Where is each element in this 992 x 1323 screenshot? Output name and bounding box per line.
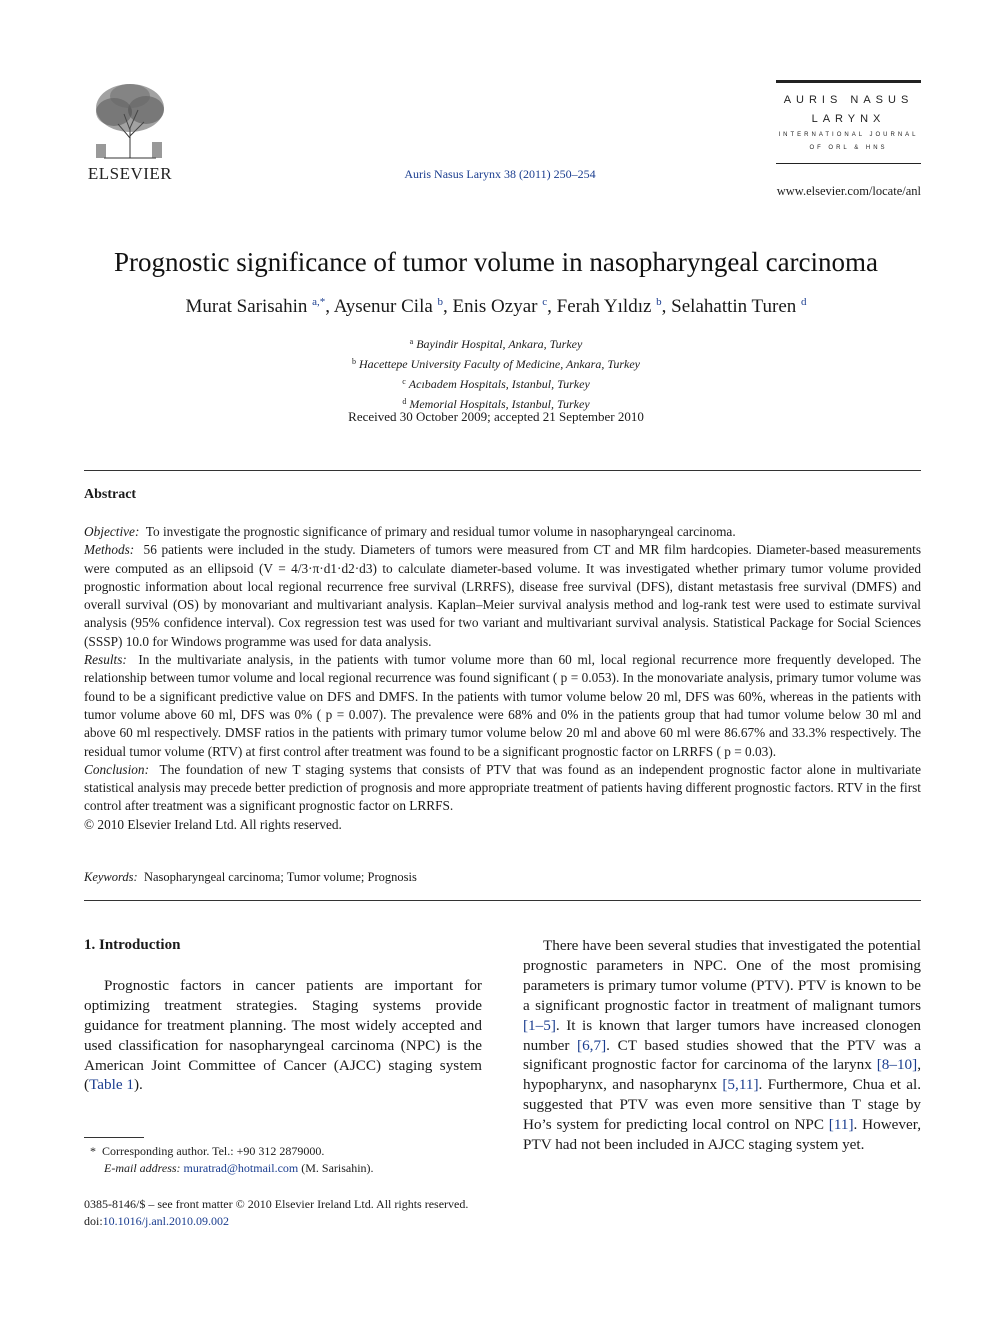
author-separator: , (443, 296, 453, 317)
footnote (84, 1143, 482, 1177)
body-text: . It is known that larger tumors have increased clonogen number (523, 1016, 921, 1054)
abstract-label: Methods: (84, 542, 135, 558)
email-line (84, 1160, 482, 1177)
doi-link[interactable]: 10.1016/j.anl.2010.09.002 (102, 1214, 229, 1228)
body-text: . CT based studies showed that the PTV was a significant prognostic factor for carcinoma of the larynx (523, 1036, 921, 1074)
keywords (84, 870, 921, 885)
body-text: ). (133, 1076, 143, 1094)
elsevier-logo (84, 78, 176, 184)
citation-link[interactable]: [11] (828, 1116, 854, 1134)
publisher-name: ELSEVIER (87, 164, 173, 183)
affiliation-marker: b (351, 357, 356, 366)
author-affiliation-marker[interactable]: b (437, 296, 444, 308)
abstract-copyright: © 2010 Elsevier Ireland Ltd. All rights reserved. (84, 816, 342, 832)
abstract-label: Objective: (84, 524, 140, 539)
table-reference-link[interactable]: Table 1 (89, 1076, 134, 1094)
citation-link[interactable]: [5,11] (722, 1076, 759, 1094)
author-name: Murat Sarisahin (185, 296, 308, 317)
affiliation-marker: c (402, 377, 406, 386)
citation-link[interactable]: [8–10] (876, 1056, 918, 1074)
intro-paragraph (523, 936, 921, 1155)
author-affiliation-marker[interactable]: a,* (312, 296, 326, 308)
footnote-marker: * (90, 1144, 96, 1158)
footnote-text: Corresponding author. Tel.: +90 312 2879000. (102, 1144, 325, 1158)
affiliation-text: Acıbadem Hospitals, Istanbul, Turkey (408, 377, 590, 391)
abstract-results (84, 651, 921, 761)
keywords-text: Nasopharyngeal carcinoma; Tumor volume; Prognosis (143, 870, 417, 884)
abstract-text: The foundation of new T staging systems that consists of PTV that was found as an independent prognostic factor alone in multivariate statistical analysis may precede better prediction of prognosis and more appropriate treatment of patients having different prognostic factors. RTV in the first control after treatment was a significant prognostic factor on LRRFS. (84, 761, 921, 814)
article-title: Prognostic significance of tumor volume in nasopharyngeal carcinoma (113, 247, 879, 277)
received-dates: Received 30 October 2009; accepted 21 September 2010 (348, 409, 644, 424)
journal-logo-rule (776, 163, 921, 164)
keywords-label: Keywords: (84, 870, 138, 884)
email-suffix: (M. Sarisahin). (301, 1161, 374, 1175)
author-name: Ferah Yıldız (556, 296, 652, 317)
journal-logo (776, 80, 921, 164)
corresponding-author (84, 1143, 482, 1160)
author-separator: , (661, 296, 672, 317)
author-affiliation-marker[interactable]: c (542, 296, 548, 308)
author-name: Selahattin Turen (671, 296, 797, 317)
elsevier-tree-icon (84, 78, 176, 162)
affiliation-text: Memorial Hospitals, Istanbul, Turkey (409, 397, 590, 411)
abstract-objective (84, 523, 921, 541)
author-list (60, 296, 932, 318)
email-link[interactable]: muratrad@hotmail.com (183, 1161, 299, 1175)
intro-paragraph (84, 976, 482, 1095)
left-column (84, 936, 482, 1095)
affiliation (60, 333, 932, 353)
abstract-body (84, 523, 921, 834)
author-affiliation-marker[interactable]: b (656, 296, 662, 308)
author-separator: , (325, 296, 334, 317)
affiliation (60, 373, 932, 393)
email-label: E-mail address: (104, 1161, 181, 1175)
journal-url[interactable]: www.elsevier.com/locate/anl (776, 184, 921, 198)
body-text: There have been several studies that investigated the potential prognostic parameters in NPC. One of the most promising parameters is primary tumor volume (PTV). PTV is known to be a significant prognostic factor in treatment of malignant tumors (523, 937, 921, 1014)
affiliation-marker: d (402, 397, 407, 406)
affiliation-text: Bayindir Hospital, Ankara, Turkey (416, 337, 583, 351)
section-divider (84, 470, 921, 471)
body-text: Prognostic factors in cancer patients are important for optimizing treatment strategies. Staging systems provide guidance for treatment planning. The most widely accepted and used classification for nasopharyngeal carcinoma (NPC) is the American Joint Committee of Cancer (AJCC) staging system ( (84, 976, 482, 1094)
section-heading: 1. Introduction (84, 937, 181, 953)
journal-logo-line: AURIS NASUS (783, 94, 914, 106)
journal-logo-line: LARYNX (811, 113, 886, 125)
right-column (523, 936, 921, 1155)
abstract-heading: Abstract (84, 487, 137, 502)
doi-label: doi: (84, 1214, 103, 1228)
journal-logo-line: INTERNATIONAL JOURNAL (778, 132, 919, 138)
body-text: . Furthermore, Chua et al. suggested that PTV was even more sensitive than T stage by Ho’s system for predicting local control on NPC (523, 1076, 921, 1134)
body-text: , hypopharynx, and nasopharynx (523, 1056, 921, 1094)
journal-logo-line: OF ORL & HNS (809, 145, 888, 151)
author-affiliation-marker[interactable]: d (801, 296, 807, 308)
journal-citation-link[interactable]: Auris Nasus Larynx 38 (2011) 250–254 (404, 167, 596, 181)
section-divider (84, 900, 921, 901)
author-name: Aysenur Cila (333, 296, 433, 317)
author-name: Enis Ozyar (452, 296, 538, 317)
abstract-text: 56 patients were included in the study. Diameters of tumors were measured from CT and MR film hardcopies. Diameter-based measurements were computed as an ellipsoid (V = 4/3·π·d1·d2·d3) to calculate diameter-based volume. It was investigated whether primary tumor volume provided prognostic information about local regional recurrence free survival (LRRFS), disease free survival (DFS), distant metastasis free survival (DMFS) and overall survival (OS) by monovariant and multivariant analysis. Kaplan–Meier survival analysis method and log-rank test were used to estimate survival analysis (95% confidence interval). Cox regression test was used for two variant and multivariant survival analysis. Statistical Package for Social Sciences (SSSP) 10.0 for Windows programme was used for data analysis. (84, 542, 921, 649)
issn-line: 0385-8146/$ – see front matter © 2010 Elsevier Ireland Ltd. All rights reserved. (84, 1197, 469, 1211)
author-separator: , (547, 296, 557, 317)
citation-link[interactable]: [6,7] (577, 1036, 607, 1054)
journal-logo-rule (776, 80, 921, 83)
affiliation-marker: a (409, 337, 414, 346)
affiliation-text: Hacettepe University Faculty of Medicine, Ankara, Turkey (358, 357, 641, 371)
footnote-rule (84, 1137, 144, 1138)
abstract-text: To investigate the prognostic significance of primary and residual tumor volume in nasopharyngeal carcinoma. (145, 524, 736, 539)
doi-line (84, 1213, 684, 1230)
citation-link[interactable]: [1–5] (523, 1016, 556, 1034)
affiliation (60, 353, 932, 373)
affiliation-list (60, 333, 932, 413)
abstract-label: Results: (84, 652, 127, 668)
abstract-label: Conclusion: (84, 761, 150, 777)
issn-block (84, 1196, 684, 1230)
body-text: . However, PTV had not been included in AJCC staging system yet. (523, 1116, 921, 1154)
abstract-conclusion (84, 761, 921, 816)
abstract-text: In the multivariate analysis, in the patients with tumor volume more than 60 ml, local regional recurrence more frequently developed. The relationship between tumor volume and local regional recurrence was found significant ( p = 0.053). In the monovariate analysis, primary tumor volume was found to be a significant predictive value on DFS and DMFS. In the patients with tumor volume below 20 ml, DFS was 60%, whereas in the patients with tumor volume above 60 ml, DFS was 0% ( p = 0.007). The prevalence were 68% and 0% in the patients group that had tumor volume below 30 ml and above 60 ml respectively. DMSF ratios in the patients with primary tumor volume below 20 ml and above 60 ml were 86.67% and 33.3% respectively. The residual tumor volume (RTV) at first control after treatment was found to be a significant prognostic factor on LRRFS ( p = 0.03). (84, 652, 921, 759)
abstract-methods (84, 541, 921, 651)
